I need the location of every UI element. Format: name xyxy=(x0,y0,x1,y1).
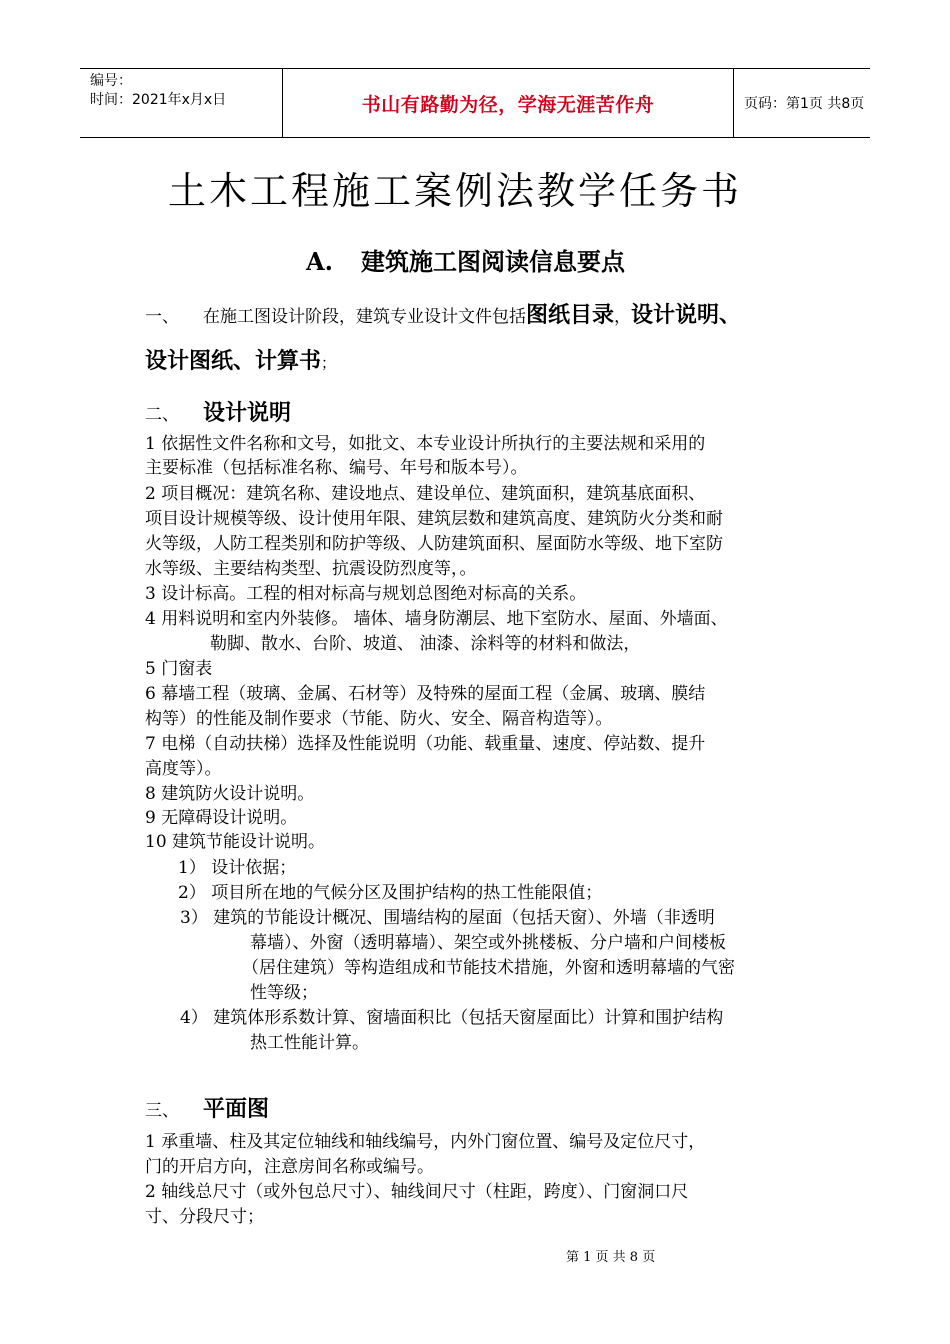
date-label: 时间：2021年x月x日 xyxy=(90,92,227,108)
part1-line1 xyxy=(145,298,741,329)
part1-line2-end: ； xyxy=(321,354,337,372)
part2-line: 构等）的性能及制作要求（节能、防火、安全、隔音构造等）。 xyxy=(145,709,613,729)
part1-bold2: 设计说明、 xyxy=(631,302,742,328)
part1-text: 在施工图设计阶段，建筑专业设计文件包括 xyxy=(203,307,526,327)
part2-number: 二、 xyxy=(145,405,179,425)
code-label: 编号： xyxy=(90,73,132,89)
part2-line: 3 设计标高。工程的相对标高与规划总图绝对标高的关系。 xyxy=(145,584,587,604)
part2-subline: 2） 项目所在地的气候分区及围护结构的热工性能限值； xyxy=(178,883,603,903)
part2-line: 高度等）。 xyxy=(145,759,222,779)
part3-title: 平面图 xyxy=(203,1096,270,1122)
part3-number: 三、 xyxy=(145,1101,179,1121)
part2-subline: 性等级； xyxy=(250,983,318,1003)
part2-subline: （居住建筑）等构造组成和节能技术措施，外窗和透明幕墙的气密 xyxy=(242,958,735,978)
part2-line: 9 无障碍设计说明。 xyxy=(145,808,298,828)
part2-subline: 热工性能计算。 xyxy=(250,1033,369,1053)
part2-line: 10 建筑节能设计说明。 xyxy=(145,832,326,852)
part2-line: 主要标准（包括标准名称、编号、年号和版本号）。 xyxy=(145,458,528,478)
header-page-info: 页码：第1页 共8页 xyxy=(744,96,865,112)
document-header xyxy=(80,68,870,138)
part1-line2-bold: 设计图纸、计算书 xyxy=(145,348,322,374)
part2-title: 设计说明 xyxy=(203,400,292,426)
part2-subline: 1） 设计依据； xyxy=(178,858,297,878)
part1-number: 一、 xyxy=(145,307,179,327)
part2-line: 6 幕墙工程（玻璃、金属、石材等）及特殊的屋面工程（金属、玻璃、膜结 xyxy=(145,684,706,704)
part2-line: 5 门窗表 xyxy=(145,659,213,679)
part2-line: 火等级，人防工程类别和防护等级、人防建筑面积、屋面防水等级、地下室防 xyxy=(145,534,723,554)
part2-subline: 3） 建筑的节能设计概况、围墙结构的屋面（包括天窗）、外墙（非透明 xyxy=(180,908,715,928)
part3-line: 1 承重墙、柱及其定位轴线和轴线编号，内外门窗位置、编号及定位尺寸， xyxy=(145,1132,706,1152)
part3-line: 2 轴线总尺寸（或外包总尺寸）、轴线间尺寸（柱距，跨度）、门窗洞口尺 xyxy=(145,1182,689,1202)
section-a-letter: A. xyxy=(306,247,333,276)
part2-line: 7 电梯（自动扶梯）选择及性能说明（功能、载重量、速度、停站数、提升 xyxy=(145,734,706,754)
part2-line: 水等级、主要结构类型、抗震设防烈度等，。 xyxy=(145,559,477,579)
section-a-title: 建筑施工图阅读信息要点 xyxy=(360,247,625,276)
header-meta xyxy=(80,69,282,137)
part3-line: 门的开启方向，注意房间名称或编号。 xyxy=(145,1157,434,1177)
part2-line: 2 项目概况：建筑名称、建设地点、建设单位、建筑面积，建筑基底面积、 xyxy=(145,484,706,504)
part1-sep: ， xyxy=(614,307,632,327)
part2-heading xyxy=(145,396,291,427)
part2-line: 8 建筑防火设计说明。 xyxy=(145,784,315,804)
part2-line: 勒脚、散水、台阶、坡道、 油漆、涂料等的材料和做法， xyxy=(210,634,641,654)
header-motto: 书山有路勤为径，学海无涯苦作舟 xyxy=(282,69,734,137)
part1-line2 xyxy=(145,344,336,375)
section-a-heading xyxy=(306,242,625,277)
part2-subline: 幕墙）、外窗（透明幕墙）、架空或外挑楼板、分户墙和户间楼板 xyxy=(250,933,726,953)
part2-subline: 4） 建筑体形系数计算、窗墙面积比（包括天窗屋面比）计算和围护结构 xyxy=(180,1008,724,1028)
page-footer: 第 1 页 共 8 页 xyxy=(566,1250,656,1265)
part2-line: 4 用料说明和室内外装修。 墙体、墙身防潮层、地下室防水、屋面、外墙面、 xyxy=(145,609,728,629)
part2-line: 1 依据性文件名称和文号，如批文、本专业设计所执行的主要法规和采用的 xyxy=(145,434,706,454)
part3-line: 寸、分段尺寸； xyxy=(145,1207,264,1227)
part1-bold1: 图纸目录 xyxy=(526,302,615,328)
part2-line: 项目设计规模等级、设计使用年限、建筑层数和建筑高度、建筑防火分类和耐 xyxy=(145,509,723,529)
document-title: 土木工程施工案例法教学任务书 xyxy=(168,169,743,213)
part3-heading xyxy=(145,1092,269,1123)
